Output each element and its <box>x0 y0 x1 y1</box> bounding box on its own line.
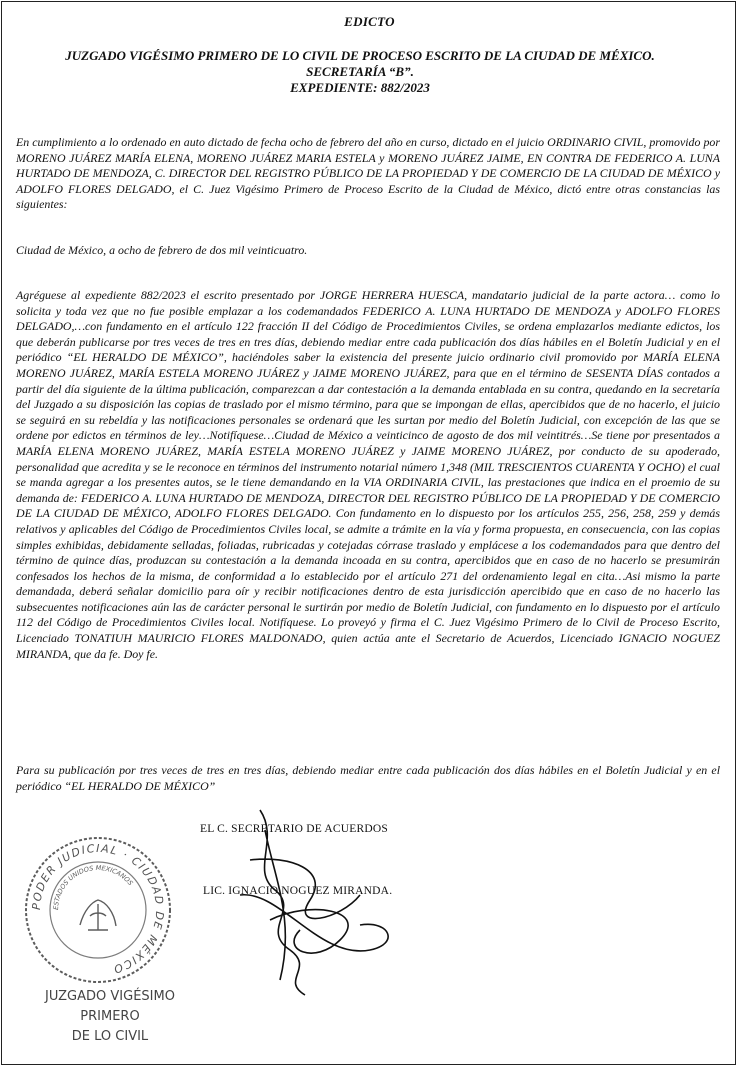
intro-paragraph: En cumplimiento a lo ordenado en auto dictado de fecha ocho de febrero del año en curso, dictado en el juicio ORDINARIO CIVIL, promovido por MORENO JUÁREZ MARÍA ELENA, MORENO JUÁREZ MARIA ESTELA y MORENO JUÁREZ JAIME, EN CONTRA DE FEDERICO A. LUNA HURTADO DE MENDOZA, C. DIRECTOR DEL REGISTRO PÚBLICO DE LA PROPIEDAD Y DE COMERCIO DE LA CIUDAD DE MÉXICO y ADOLFO FLORES DELGADO, el C. Juez Vigésimo Primero de Proceso Escrito de la Ciudad de México, dictó entre otras constancias las siguientes: <box>16 135 720 212</box>
secretary-name: LIC. IGNACIO NOGUEZ MIRANDA. <box>203 885 393 897</box>
publication-paragraph: Para su publicación por tres veces de tres en tres días, debiendo mediar entre cada publicación dos días hábiles en el Boletín Judicial y en el periódico “EL HERALDO DE MÉXICO” <box>16 763 720 793</box>
order-paragraph: Agréguese al expediente 882/2023 el escrito presentado por JORGE HERRERA HUESCA, mandatario judicial de la parte actora… como lo solicita y toda vez que no fue posible emplazar a los codemandados FEDERICO A. LUNA HURTADO DE MENDOZA y ADOLFO FLORES DELGADO,…con fundamento en el artículo 122 fracción II del Código de Procedimientos Civiles, se ordena emplazarlos mediante edictos, los que deberán publicarse por tres veces de tres en tres días, debiendo mediar entre cada publicación dos días hábiles en el Boletín Judicial y en el periódico “EL HERALDO DE MÉXICO”, haciéndoles saber la existencia del presente juicio ordinario civil promovido por MARÍA ELENA MORENO JUÁREZ, MARÍA ESTELA MORENO JUÁREZ y JAIME MORENO JUÁREZ, para que en el término de SESENTA DÍAS contados a partir del día siguiente de la última publicación, comparezcan a dar contestación a la demanda entablada en su contra, quedando en la secretaría del Juzgado a su disposición las copias de traslado por el mismo término, para que se impongan de ellas, apercibidos que de no hacerlo, el juicio se seguirá en su rebeldía y las notificaciones personales se ordenará que les surtan por medio del Boletín Judicial, con excepción de las que se ordene por edictos en términos de ley…Notifíquese…Ciudad de México a veinticinco de agosto de dos mil veintitrés…Se tiene por presentados a MARÍA ELENA MORENO JUÁREZ, MARÍA ESTELA MORENO JUÁREZ y JAIME MORENO JUÁREZ, por conducto de su apoderado, personalidad que acredita y se le reconoce en términos del instrumento notarial número 1,348 (MIL TRESCIENTOS CUARENTA Y OCHO) el cual se manda agregar a los presentes autos, se le tiene demandando en la VIA ORDINARIA CIVIL, las prestaciones que indica en el proemio de su demanda de: FEDERICO A. LUNA HURTADO DE MENDOZA, DIRECTOR DEL REGISTRO PÚBLICO DE LA PROPIEDAD Y DE COMERCIO DE LA CIUDAD DE MÉXICO, ADOLFO FLORES DELGADO. Con fundamento en lo dispuesto por los artículos 255, 256, 258, 259 y demás relativos y aplicables del Código de Procedimientos Civiles local, se admite a trámite en la vía y forma propuesta, en consecuencia, con las copias simples exhibidas, debidamente selladas, foliadas, rubricadas y cotejadas córrase traslado y emplácese a los codemandados para que dentro del término de quince días, produzcan su contestación a la demanda incoada en su contra, apercibidos que en caso de no hacerlo se presumirán confesados los hechos de la misma, de conformidad a lo establecido por el artículo 271 del ordenamiento legal en cita…Asi mismo la parte demandada, deberá señalar domicilio para oír y recibir notificaciones dentro de esta jurisdicción apercibido que en caso de no hacerlo las subsecuentes notificaciones aún las de carácter personal le surtirán por medio de Boletín Judicial, con fundamento en lo dispuesto por el artículo 112 del Código de Procedimientos Civiles local. Notifíquese. Lo proveyó y firma el C. Juez Vigésimo Primero de lo Civil de Proceso Escrito, Licenciado TONATIUH MAURICIO FLORES MALDONADO, quien actúa ante el Secretario de Acuerdos, Licenciado IGNACIO NOGUEZ MIRANDA, que da fe. Doy fe. <box>16 288 720 661</box>
court-name: JUZGADO VIGÉSIMO PRIMERO DE LO CIVIL DE PROCESO ESCRITO DE LA CIUDAD DE MÉXICO. <box>65 48 655 63</box>
court-seal <box>18 830 178 990</box>
seal-ring-text: PODER JUDICIAL · CIUDAD DE MÉXICO <box>29 841 167 977</box>
stamp-line-2: DE LO CIVIL <box>71 1029 149 1044</box>
stamp-line-1: JUZGADO VIGÉSIMO PRIMERO <box>45 989 175 1024</box>
secretary-role: EL C. SECRETARIO DE ACUERDOS <box>200 823 388 835</box>
document-title: EDICTO <box>344 14 395 29</box>
document-header <box>40 48 680 96</box>
date-line: Ciudad de México, a ocho de febrero de dos mil veinticuatro. <box>16 243 308 257</box>
seal-inner-text: ESTADOS UNIDOS MEXICANOS <box>51 863 135 911</box>
expediente-number: EXPEDIENTE: 882/2023 <box>290 80 430 95</box>
court-stamp <box>30 987 190 1047</box>
secretaria-label: SECRETARÍA “B”. <box>306 64 414 79</box>
